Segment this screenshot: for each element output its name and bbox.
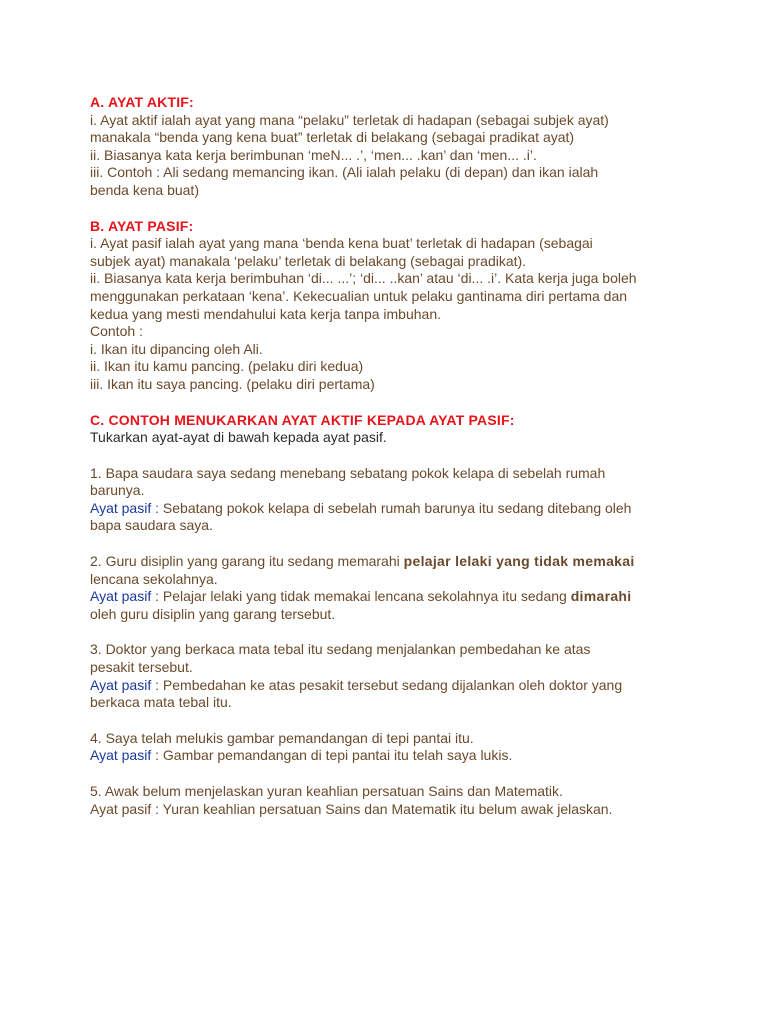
example-4-question: 4. Saya telah melukis gambar pemandangan di tepi pantai itu. (90, 729, 474, 746)
spacer (90, 394, 690, 412)
example-4-answer (90, 747, 690, 765)
spacer (90, 765, 690, 783)
answer-text: : Pelajar lelaki yang tidak memakai lencana sekolahnya itu sedang (151, 588, 571, 605)
section-a-line: iii. Contoh : Ali sedang memancing ikan. (Ali ialah pelaku (di depan) dan ikan ialah (90, 164, 599, 181)
example-2-answer (90, 588, 690, 606)
answer-text: : Pembedahan ke atas pesakit tersebut sedang dijalankan oleh doktor yang (151, 676, 623, 693)
example-2-question-cont: lencana sekolahnya. (90, 570, 218, 587)
example-3-answer-cont: berkaca mata tebal itu. (90, 694, 232, 711)
spacer (90, 200, 690, 218)
spacer (90, 447, 690, 465)
passive-label: Ayat pasif (90, 499, 152, 516)
section-b-line: subjek ayat) manakala ‘pelaku’ terletak di belakang (sebagai pradikat). (90, 252, 527, 269)
example-2-answer-cont: oleh guru disiplin yang garang tersebut. (90, 605, 336, 622)
answer-bold-text: dimarahi (570, 588, 632, 605)
spacer (90, 712, 690, 730)
section-b-line: ii. Biasanya kata kerja berimbuhan ‘di... ...’; ‘di... ..kan’ atau ‘di... .i’. Kata kerja juga boleh (90, 270, 637, 287)
example-3-question-cont: pesakit tersebut. (90, 659, 193, 676)
question-text: 2. Guru disiplin yang garang itu sedang memarahi (90, 553, 404, 570)
example-5-answer: Ayat pasif : Yuran keahlian persatuan Sains dan Matematik itu belum awak jelaskan. (90, 800, 613, 817)
passive-label: Ayat pasif (90, 747, 152, 764)
answer-text: : Sebatang pokok kelapa di sebelah rumah barunya itu sedang ditebang oleh (151, 499, 632, 516)
section-a-line: benda kena buat) (90, 181, 199, 198)
example-3-answer (90, 677, 690, 695)
example-3-question: 3. Doktor yang berkaca mata tebal itu sedang menjalankan pembedahan ke atas (90, 641, 591, 658)
section-a-line: ii. Biasanya kata kerja berimbunan ‘meN... .’, ‘men... .kan’ dan ‘men... .i’. (90, 146, 537, 163)
section-c-instruction: Tukarkan ayat-ayat di bawah kepada ayat pasif. (90, 429, 387, 446)
passive-label: Ayat pasif (90, 676, 152, 693)
example-1-answer-cont: bapa saudara saya. (90, 517, 213, 534)
section-b-line: Contoh : (90, 323, 143, 340)
section-b-line: ii. Ikan itu kamu pancing. (pelaku diri kedua) (90, 358, 364, 375)
example-2-question (90, 553, 690, 571)
section-c-title: C. CONTOH MENUKARKAN AYAT AKTIF KEPADA AYAT PASIF: (90, 411, 515, 428)
spacer (90, 535, 690, 553)
spacer (90, 623, 690, 641)
section-a-line: i. Ayat aktif ialah ayat yang mana “pelaku” terletak di hadapan (sebagai subjek ayat) (90, 111, 609, 128)
example-1-question: 1. Bapa saudara saya sedang menebang sebatang pokok kelapa di sebelah rumah (90, 464, 606, 481)
section-b-line: i. Ayat pasif ialah ayat yang mana ‘benda kena buat’ terletak di hadapan (sebagai (90, 235, 593, 252)
section-a-title: A. AYAT AKTIF: (90, 94, 194, 110)
section-b-line: i. Ikan itu dipancing oleh Ali. (90, 340, 263, 357)
section-a-line: manakala “benda yang kena buat” terletak di belakang (sebagai pradikat ayat) (90, 129, 575, 146)
question-bold-text: pelajar lelaki yang tidak memakai (403, 553, 635, 570)
example-1-question-cont: barunya. (90, 482, 145, 499)
section-b-line: menggunakan perkataan ‘kena’. Kekecualian untuk pelaku gantinama diri pertama dan (90, 287, 628, 304)
section-b-line: kedua yang mesti mendahului kata kerja tanpa imbuhan. (90, 305, 441, 322)
section-b-line: iii. Ikan itu saya pancing. (pelaku diri pertama) (90, 375, 375, 392)
example-5-question: 5. Awak belum menjelaskan yuran keahlian persatuan Sains dan Matematik. (90, 783, 563, 799)
document-page (90, 94, 690, 818)
section-b-title: B. AYAT PASIF: (90, 217, 194, 234)
answer-text: : Gambar pemandangan di tepi pantai itu telah saya lukis. (151, 747, 513, 764)
example-1-answer (90, 500, 690, 518)
passive-label: Ayat pasif (90, 588, 152, 605)
